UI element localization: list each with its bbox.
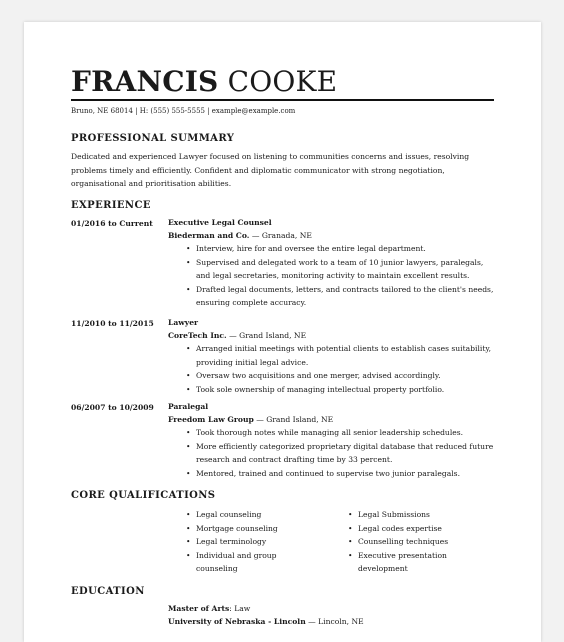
job-dates: 11/2010 to 11/2015	[71, 319, 154, 328]
job-entry	[168, 216, 498, 310]
education-degree	[168, 604, 250, 613]
summary-text: Dedicated and experienced Lawyer focused on listening to communities concerns and issues, resolving problems timely and efficiently. Confident and diplomatic communicator with strong negotiation, organisational and prioritisation abilities.	[71, 152, 470, 188]
job-title: Paralegal	[168, 402, 209, 411]
school-location: — Lincoln, NE	[305, 617, 364, 626]
qualifications-list	[330, 508, 460, 576]
qualification-item: • Mortgage counseling	[196, 522, 318, 536]
company-location: — Grand Island, NE	[226, 331, 307, 340]
degree-name: Master of Arts	[168, 604, 230, 613]
qualification-item: • Legal terminology	[196, 535, 318, 549]
candidate-name	[71, 66, 337, 98]
qualification-item: • Legal Submissions	[358, 508, 460, 522]
qualifications-left	[168, 508, 318, 576]
job-bullets	[168, 342, 498, 396]
company-location: — Granada, NE	[249, 231, 312, 240]
company-location: — Grand Island, NE	[253, 415, 334, 424]
job-bullet: • Oversaw two acquisitions and one merger, advised accordingly.	[196, 369, 498, 383]
job-title: Lawyer	[168, 318, 199, 327]
job-bullet: • Interview, hire for and oversee the entire legal department.	[196, 242, 498, 256]
qualifications-heading: CORE QUALIFICATIONS	[71, 490, 216, 501]
company-name: Freedom Law Group	[168, 415, 254, 424]
job-dates: 06/2007 to 10/2009	[71, 403, 154, 412]
job-bullet: • Took thorough notes while managing all senior leadership schedules.	[196, 426, 498, 440]
job-company	[168, 229, 498, 242]
qualification-item: • Executive presentation development	[358, 549, 460, 576]
last-name: COOKE	[227, 65, 338, 98]
job-company	[168, 329, 498, 342]
school-name: University of Nebraska - Lincoln	[168, 617, 306, 626]
job-bullets	[168, 242, 498, 310]
job-bullet: • Arranged initial meetings with potential clients to establish cases suitability, providing initial legal advice.	[196, 342, 498, 369]
education-heading: EDUCATION	[71, 586, 145, 597]
job-entry	[168, 400, 498, 480]
first-name: FRANCIS	[71, 65, 219, 98]
resume-page	[24, 22, 541, 642]
job-company	[168, 413, 498, 426]
company-name: Biederman and Co.	[168, 231, 250, 240]
contact-info: Bruno, NE 68014 | H: (555) 555-5555 | example@example.com	[71, 107, 296, 115]
qualifications-right	[330, 508, 460, 576]
education-school	[168, 617, 364, 626]
job-bullet: • Supervised and delegated work to a team of 10 junior lawyers, paralegals, and legal secretaries, monitoring activity to maintain excellent results.	[196, 256, 498, 283]
qualification-item: • Counselling techniques	[358, 535, 460, 549]
job-bullet: • Drafted legal documents, letters, and contracts tailored to the client's needs, ensuring complete accuracy.	[196, 283, 498, 310]
degree-field: : Law	[229, 604, 251, 613]
job-title: Executive Legal Counsel	[168, 218, 272, 227]
job-bullet: • Took sole ownership of managing intellectual property portfolio.	[196, 383, 498, 397]
experience-heading: EXPERIENCE	[71, 200, 151, 211]
job-entry	[168, 316, 498, 396]
job-bullets	[168, 426, 498, 480]
header-divider	[71, 99, 494, 101]
job-dates: 01/2016 to Current	[71, 219, 153, 228]
qualification-item: • Legal codes expertise	[358, 522, 460, 536]
qualification-item: • Individual and group counseling	[196, 549, 318, 576]
qualifications-list	[168, 508, 318, 576]
job-bullet: • Mentored, trained and continued to supervise two junior paralegals.	[196, 467, 498, 481]
summary-heading: PROFESSIONAL SUMMARY	[71, 133, 235, 144]
qualification-item: • Legal counseling	[196, 508, 318, 522]
job-bullet: • More efficiently categorized proprietary digital database that reduced future research and contract drafting time by 33 percent.	[196, 440, 498, 467]
company-name: CoreTech Inc.	[168, 331, 227, 340]
